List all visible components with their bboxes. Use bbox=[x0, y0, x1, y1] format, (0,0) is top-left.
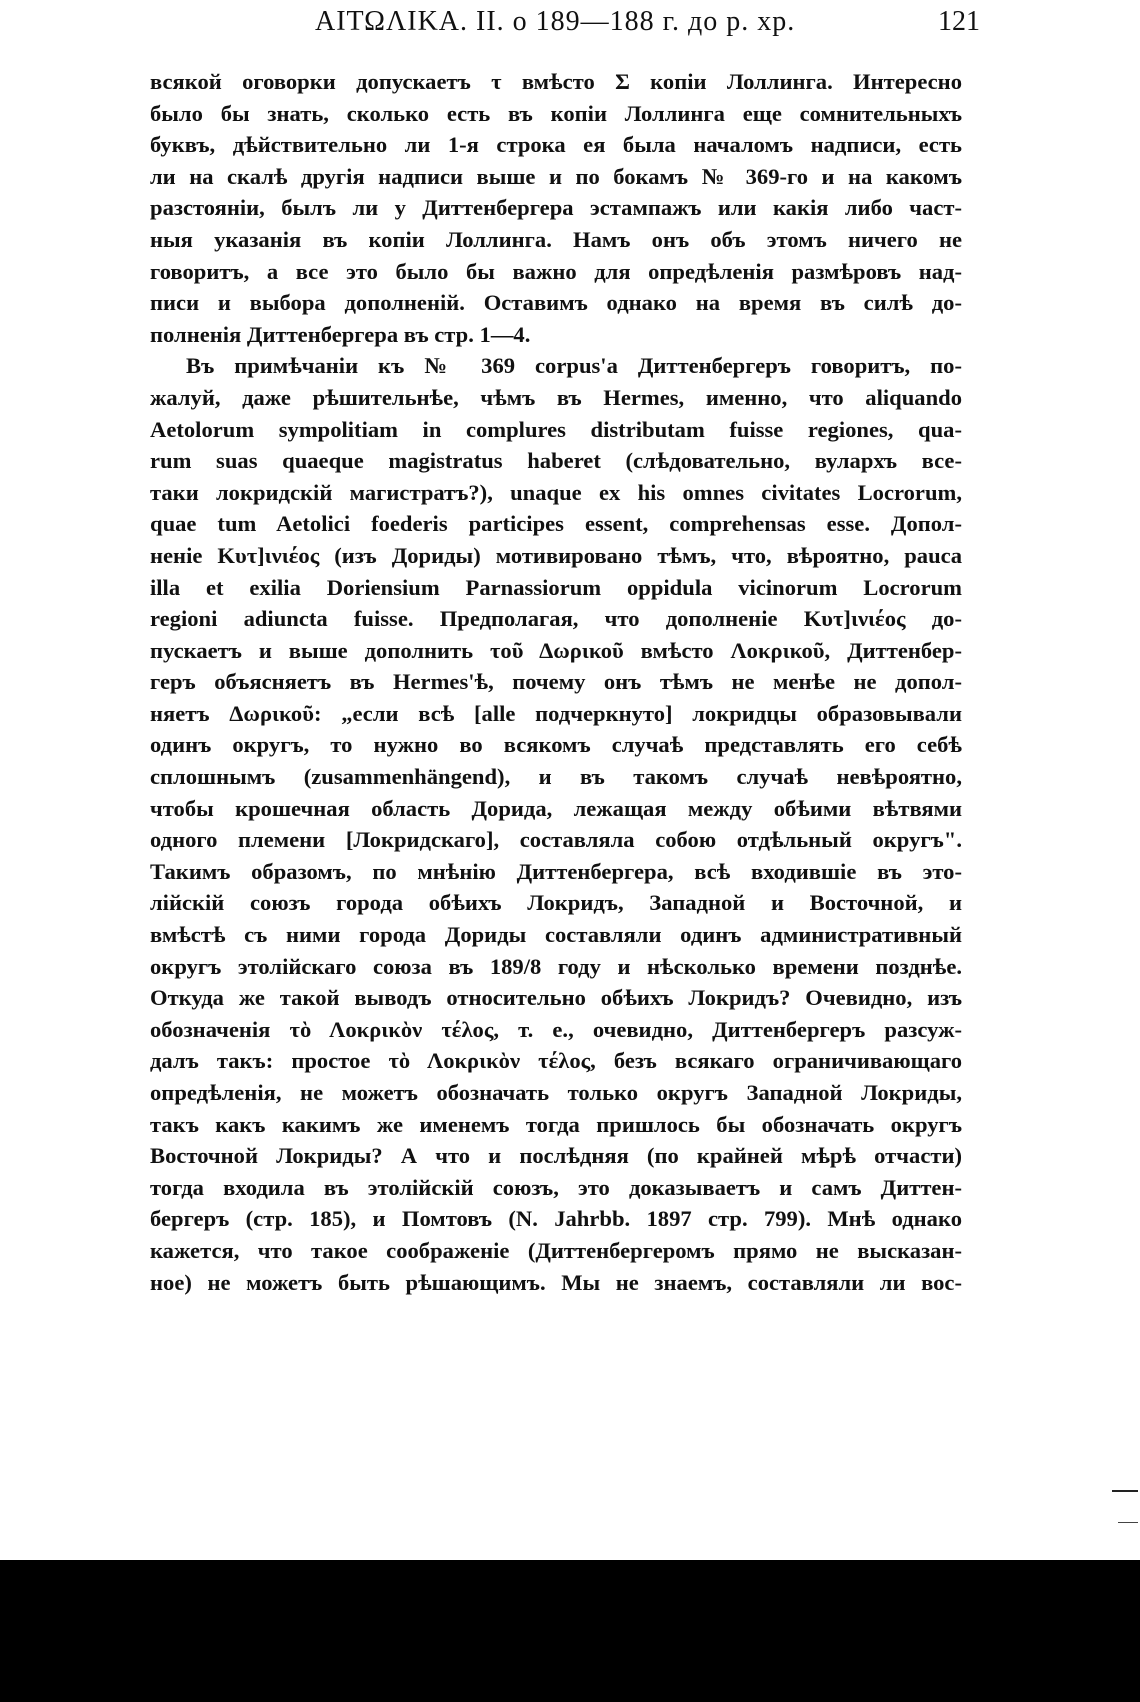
text-line: сплошнымъ (zusammenhängend), и въ такомъ случаѣ невѣроятно, bbox=[150, 764, 962, 790]
text-line: обозначенія τὸ Λοκρικὸν τέλος, т. е., очевидно, Диттенбергеръ разсуж- bbox=[150, 1016, 962, 1042]
text-line: вмѣстѣ съ ними города Дориды составляли одинъ административный bbox=[150, 922, 962, 948]
text-line: было бы знать, сколько есть въ копіи Лоллинга еще сомнительныхъ bbox=[150, 100, 962, 126]
text-line: Въ примѣчаніи къ № 369 corpus'а Диттенбергеръ говоритъ, по- bbox=[186, 353, 962, 379]
text-line: говоритъ, а все это было бы важно для опредѣленія размѣровъ над- bbox=[150, 258, 962, 284]
text-line: буквъ, дѣйствительно ли 1-я строка ея была началомъ надписи, есть bbox=[150, 132, 962, 158]
text-line: одинъ округъ, то нужно во всякомъ случаѣ представлять его себѣ bbox=[150, 732, 962, 758]
text-line: полненія Диттенбергера въ стр. 1—4. bbox=[150, 321, 531, 347]
text-line: Такимъ образомъ, по мнѣнію Диттенбергера, всѣ входившіе въ это- bbox=[150, 858, 962, 884]
text-line: illa et exilia Doriensium Parnassiorum oppidula vicinorum Locrorum bbox=[150, 574, 962, 600]
margin-mark bbox=[1118, 1522, 1138, 1523]
text-line: кажется, что такое соображеніе (Диттенбергеромъ прямо не высказан- bbox=[150, 1237, 962, 1263]
text-line: далъ такъ: простое τὸ Λοκρικὸν τέλος, безъ всякаго ограничивающаго bbox=[150, 1048, 962, 1074]
text-line: округъ этолійскаго союза въ 189/8 году и нѣсколько времени позднѣе. bbox=[150, 953, 962, 979]
text-line: одного племени [Локридскаго], составляла собою отдѣльный округъ". bbox=[150, 827, 962, 853]
text-line: Aetolorum sympolitiam in complures distributam fuisse regiones, qua- bbox=[150, 416, 962, 442]
body-text bbox=[150, 66, 962, 1298]
text-line: опредѣленія, не можетъ обозначать только округъ Западной Локриды, bbox=[150, 1080, 962, 1105]
text-line: тогда входила въ этолійскій союзъ, это доказываетъ и самъ Диттен- bbox=[150, 1174, 962, 1200]
text-line: Откуда же такой выводъ относительно обѣихъ Локридъ? Очевидно, изъ bbox=[150, 985, 962, 1011]
running-head: ΑΙΤΩΛΙΚΑ. II. о 189—188 г. до р. хр. bbox=[315, 6, 796, 37]
text-line: няетъ Δωρικοῦ: „если всѣ [alle подчеркнуто] локридцы образовывали bbox=[150, 700, 962, 726]
scan-border bbox=[0, 1560, 1140, 1702]
text-line: пускаетъ и выше дополнить τοῦ Δωρικοῦ вмѣсто Λοκρικοῦ, Диттенбер- bbox=[150, 637, 962, 663]
text-line: разстояніи, былъ ли у Диттенбергера эстампажъ или какія либо част- bbox=[150, 195, 962, 221]
text-line: неніе Κυτ]ινιέος (изъ Дориды) мотивировано тѣмъ, что, вѣроятно, pauca bbox=[150, 542, 962, 568]
text-line: Восточной Локриды? А что и послѣдняя (по крайней мѣрѣ отчасти) bbox=[150, 1143, 962, 1169]
text-line: геръ объясняетъ въ Hermes'ѣ, почему онъ тѣмъ не менѣе не допол- bbox=[150, 669, 962, 695]
text-line: писи и выбора дополненій. Оставимъ однако на время въ силѣ до- bbox=[150, 290, 962, 316]
text-line: чтобы крошечная область Дорида, лежащая между обѣими вѣтвями bbox=[150, 795, 962, 821]
page-header bbox=[150, 6, 980, 46]
text-line: regioni adiuncta fuisse. Предполагая, что дополненіе Κυτ]ινιέος до- bbox=[150, 606, 962, 632]
text-line: таки локридскій магистратъ?), unaque ex his omnes civitates Locrorum, bbox=[150, 479, 962, 505]
text-line: лійскій союзъ города обѣихъ Локридъ, Западной и Восточной, и bbox=[150, 890, 962, 916]
text-line: всякой оговорки допускаетъ τ вмѣсто Σ копіи Лоллинга. Интересно bbox=[150, 69, 962, 94]
text-line: rum suas quaeque magistratus haberet (слѣдовательно, вулархъ все- bbox=[150, 448, 962, 474]
page-number: 121 bbox=[938, 6, 980, 37]
text-line: quae tum Aetolici foederis participes essent, comprehensas esse. Допол- bbox=[150, 511, 962, 537]
margin-mark bbox=[1112, 1490, 1138, 1492]
text-line: бергеръ (стр. 185), и Помтовъ (N. Jahrbb. 1897 стр. 799). Мнѣ однако bbox=[150, 1206, 962, 1232]
text-line: ныя указанія въ копіи Лоллинга. Намъ онъ объ этомъ ничего не bbox=[150, 226, 962, 252]
text-line: ное) не можетъ быть рѣшающимъ. Мы не знаемъ, составляли ли вос- bbox=[150, 1269, 962, 1295]
text-line: такъ какъ какимъ же именемъ тогда пришлось бы обозначать округъ bbox=[150, 1111, 962, 1137]
text-line: жалуй, даже рѣшительнѣе, чѣмъ въ Hermes, именно, что aliquando bbox=[150, 384, 962, 410]
text-line: ли на скалѣ другія надписи выше и по бокамъ № 369-го и на какомъ bbox=[150, 163, 962, 189]
